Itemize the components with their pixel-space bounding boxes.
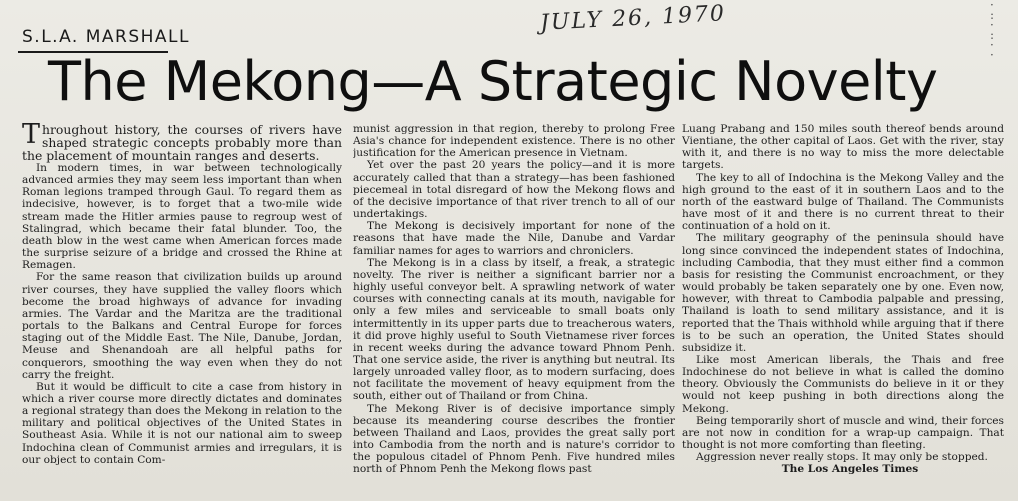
byline: S.L.A. MARSHALL <box>22 27 190 47</box>
margin-marks: · : · : · · <box>990 0 995 62</box>
paragraph: The Mekong River is of decisive importance simply because its meandering course describes the frontier between Thailand and Laos, provides the great sally port into Cambodia from the north and is nature's corridor to the populous citadel of Phnom Penh. Five hundred miles north of Phnom Penh the Mekong flows past <box>353 402 675 476</box>
paragraph: The Mekong is decisively important for none of the reasons that have made the Nile, Danube and Vardar familiar names for ages to warriors and chroniclers. <box>353 220 675 257</box>
paragraph: munist aggression in that region, thereby to prolong Free Asia's chance for independent existence. There is no other justification for the American presence in Vietnam. <box>353 123 675 160</box>
paragraph: The military geography of the peninsula should have long since convinced the independent states of Indochina, including Cambodia, that they must either find a common basis for resisting the Communist encroachment, or they would probably be taken separately one by one. Even now, however, with threat to Cambodia palpable and pressing, Thailand is loath to send military assistance, and it is reported that the Thais withhold while arguing that if there is to be such an operation, the United States should subsidize it. <box>682 232 1004 354</box>
paragraph: For the same reason that civilization builds up around river courses, they have supplied the valley floors which become the broad highways of advance for invading armies. The Vardar and the Maritza are the traditional portals to the Balkans and Central Europe for forces staging out of the Middle East. The Nile, Danube, Jordan, Meuse and Shenandoah are all helpful paths for conquerors, smoothing the way even when they do not carry the freight. <box>22 271 342 381</box>
paragraph: Throughout history, the courses of rivers have shaped strategic concepts probably more than the placement of mountain ranges and deserts. <box>22 123 342 163</box>
paragraph: Being temporarily short of muscle and wind, their forces are not now in condition for a wrap-up campaign. That thought is not more comforting than fleeting. <box>682 414 1004 452</box>
paragraph: Luang Prabang and 150 miles south thereof bends around Vientiane, the other capital of Laos. Get with the river, stay with it, and there is no way to miss the more delectable targets. <box>682 123 1004 172</box>
paragraph: In modern times, in war between technologically advanced armies they may seem less important than when Roman legions tramped through Gaul. To regard them as indecisive, however, is to forget that a two-mile wide stream made the Hitler armies pause to regroup west of Stalingrad, which became their fatal blunder. Too, the death blow in the west came when American forces made the surprise seizure of a bridge and crossed the Rhine at Remagen. <box>22 162 342 272</box>
article-column-2 <box>353 123 675 495</box>
source-credit: The Los Angeles Times <box>781 463 919 476</box>
article-column-1 <box>22 123 342 495</box>
drop-cap: T <box>22 123 41 150</box>
headline: The Mekong—A Strategic Novelty <box>48 50 938 113</box>
paragraph: Aggression never really stops. It may only be stopped. <box>696 451 988 464</box>
handwritten-date: JULY 26, 1970 <box>539 1 727 36</box>
paragraph: The Mekong is in a class by itself, a freak, a strategic novelty. The river is neither a significant barrier nor a highly useful conveyor belt. A sprawling network of water courses with connecting canals at its mouth, navigable for only a few miles and serviceable to small boats only intermittently in its upper parts due to treacherous waters, it did prove highly useful to South Vietnamese river forces in recent weeks during the advance toward Phnom Penh. That one service aside, the river is anything but neutral. Its largely unroaded valley floor, as to modern surfacing, does not facilitate the movement of heavy equipment from the south, either out of Thailand or from China. <box>353 256 675 403</box>
paragraph: Like most American liberals, the Thais and free Indochinese do not believe in what is called the domino theory. Obviously the Communists do believe in it or they would not keep pushing in both directions along the Mekong. <box>682 353 1004 415</box>
paragraph: Yet over the past 20 years the policy—and it is more accurately called that than a strategy—has been fashioned piecemeal in total disregard of how the Mekong flows and of the decisive importance of that river trench to all of our undertakings. <box>353 159 675 221</box>
paragraph: But it would be difficult to cite a case from history in which a river course more directly dictates and dominates a regional strategy than does the Mekong in relation to the military and political objectives of the United States in Southeast Asia. While it is not our national aim to sweep Indochina clean of Communist armies and irregulars, it is our object to contain Com- <box>22 380 342 466</box>
article-column-3 <box>682 123 1004 495</box>
paragraph: The key to all of Indochina is the Mekong Valley and the high ground to the east of it in southern Laos and to the north of the eastward bulge of Thailand. The Communists have most of it and there is no current threat to their continuation of a hold on it. <box>682 171 1004 233</box>
